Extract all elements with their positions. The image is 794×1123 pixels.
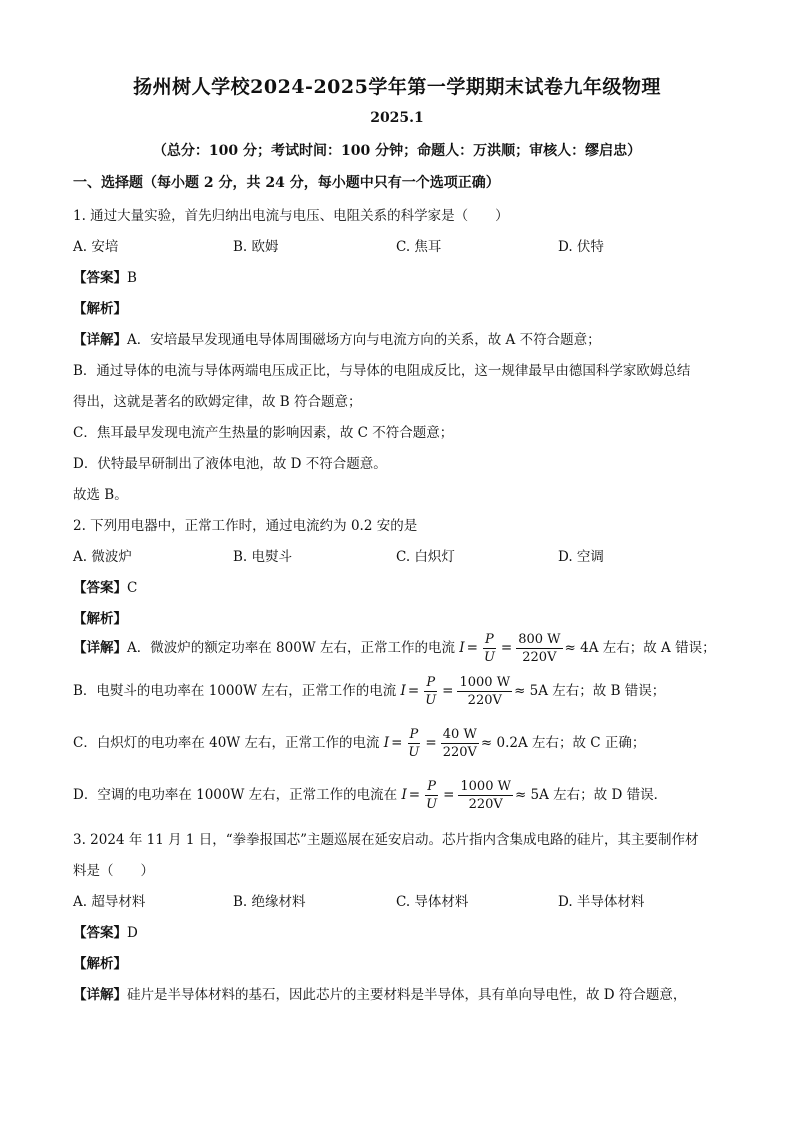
q3-option-b: B. 绝缘材料 [233,894,306,910]
q2-detail-a-post: ≈ 4A 左右；故 A 错误； [564,640,716,656]
q1-answer-value: B [127,270,137,286]
current-symbol: I [401,787,407,803]
q1-option-c: C. 焦耳 [396,239,442,255]
q1-answer [73,266,137,286]
q1-detail-a [73,328,601,348]
q1-detail-d: D．伏特最早研制出了液体电池，故 D 不符合题意。 [73,456,387,472]
q2-a-value-fraction: $\frac{800 W}{220V}$ [518,632,561,665]
q1-option-b: B. 欧姆 [233,239,279,255]
current-symbol: I [383,735,390,751]
answer-label: 【答案】 [73,580,127,596]
q3-answer-value: D [127,925,138,941]
q2-c-value-fraction: $\frac{40 W}{220V}$ [442,727,477,760]
detail-label: 【详解】 [73,640,127,656]
q2-options [73,545,713,565]
power-over-voltage-fraction: $\frac{P}{U}$ [426,779,438,812]
q1-analysis-label: 【解析】 [73,301,127,317]
answer-label: 【答案】 [73,925,127,941]
q2-detail-c: C．白炽灯的电功率在 40W 左右，正常工作的电流 I = $\frac{P}{U}$ = $\frac{40 W}{220V}$ ≈ 0.2A 左右；故 C 正确； [73,727,646,760]
current-symbol: I [400,683,406,699]
q3-stem-line2: 料是（ ） [73,863,154,879]
q2-b-value-fraction: $\frac{1000 W}{220V}$ [459,675,511,708]
q3-stem-line1: 3. 2024 年 11 月 1 日，“拳拳报国芯”主题巡展在延安启动。芯片指内含集成电路的硅片，其主要制作材 [73,832,699,848]
q2-answer-value: C [127,580,138,596]
q2-d-value-fraction: $\frac{1000 W}{220V}$ [460,779,511,812]
q2-detail-b-pre: B．电熨斗的电功率在 1000W 左右，正常工作的电流 [73,683,397,699]
q2-option-d: D. 空调 [558,549,604,565]
q1-stem: 1. 通过大量实验，首先归纳出电流与电压、电阻关系的科学家是（ ） [73,208,509,224]
q2-option-b: B. 电熨斗 [233,549,293,565]
q3-option-a: A. 超导材料 [73,894,146,910]
q1-detail-b1: B．通过导体的电流与导体两端电压成正比，与导体的电阻成反比，这一规律最早由德国科学家欧姆总结 [73,363,691,379]
q3-option-d: D. 半导体材料 [558,894,645,910]
q3-detail-text: 硅片是半导体材料的基石，因此芯片的主要材料是半导体，具有单向导电性，故 D 符合题意， [127,987,687,1003]
q2-detail-c-pre: C．白炽灯的电功率在 40W 左右，正常工作的电流 [73,735,380,751]
power-over-voltage-fraction: $\frac{P}{U}$ [425,675,437,708]
q1-option-a: A. 安培 [73,239,119,255]
q2-detail-d-post: ≈ 5A 左右；故 D 错误． [514,787,668,803]
power-over-voltage-fraction: $\frac{P}{U}$ [408,727,420,760]
q3-analysis-label: 【解析】 [73,956,127,972]
q2-detail-a-pre: A．微波炉的额定功率在 800W 左右，正常工作的电流 [127,640,455,656]
q2-detail-d: D．空调的电功率在 1000W 左右，正常工作的电流在 I = $\frac{P}{U}$ = $\frac{1000 W}{220V}$ ≈ 5A 左右；故 D 错误． [73,779,668,812]
q1-options [73,235,713,255]
exam-title: 扬州树人学校2024-2025学年第一学期期末试卷九年级物理 [133,76,661,98]
q2-analysis-label: 【解析】 [73,611,127,627]
q1-detail-c: C．焦耳最早发现电流产生热量的影响因素，故 C 不符合题意； [73,425,454,441]
q3-answer [73,921,138,941]
q3-option-c: C. 导体材料 [396,894,469,910]
q1-option-d: D. 伏特 [558,239,604,255]
current-symbol: I [459,640,465,656]
exam-date: 2025.1 [370,110,424,126]
q2-detail-d-pre: D．空调的电功率在 1000W 左右，正常工作的电流在 [73,787,398,803]
exam-meta: （总分：100 分；考试时间：100 分钟；命题人：万洪顺；审核人：缪启忠） [152,143,642,159]
q1-detail-a-text: A．安培最早发现通电导体周围磁场方向与电流方向的关系，故 A 不符合题意； [127,332,601,348]
q1-detail-b2: 得出，这就是著名的欧姆定律，故 B 符合题意； [73,394,362,410]
q2-detail-b: B．电熨斗的电功率在 1000W 左右，正常工作的电流 I = $\frac{P}{U}$ = $\frac{1000 W}{220V}$ ≈ 5A 左右；故 B 错误； [73,675,666,708]
q2-detail-c-post: ≈ 0.2A 左右；故 C 正确； [480,735,646,751]
section-title: 一、选择题（每小题 2 分，共 24 分，每小题中只有一个选项正确） [73,175,500,191]
q2-option-c: C. 白炽灯 [396,549,455,565]
q1-conclusion: 故选 B。 [73,487,128,503]
q2-detail-a: 【详解】A．微波炉的额定功率在 800W 左右，正常工作的电流 I = $\frac{P}{U}$ = $\frac{800 W}{220V}$ ≈ 4A 左右；故 A 错误； [73,632,716,665]
detail-label: 【详解】 [73,987,127,1003]
q2-detail-b-post: ≈ 5A 左右；故 B 错误； [514,683,666,699]
q2-answer [73,576,137,596]
q2-option-a: A. 微波炉 [73,549,132,565]
q3-detail [73,983,686,1003]
q2-stem: 2. 下列用电器中，正常工作时，通过电流约为 0.2 安的是 [73,518,418,534]
answer-label: 【答案】 [73,270,127,286]
detail-label: 【详解】 [73,332,127,348]
q3-options [73,890,713,910]
power-over-voltage-fraction: $\frac{P}{U}$ [483,632,495,665]
